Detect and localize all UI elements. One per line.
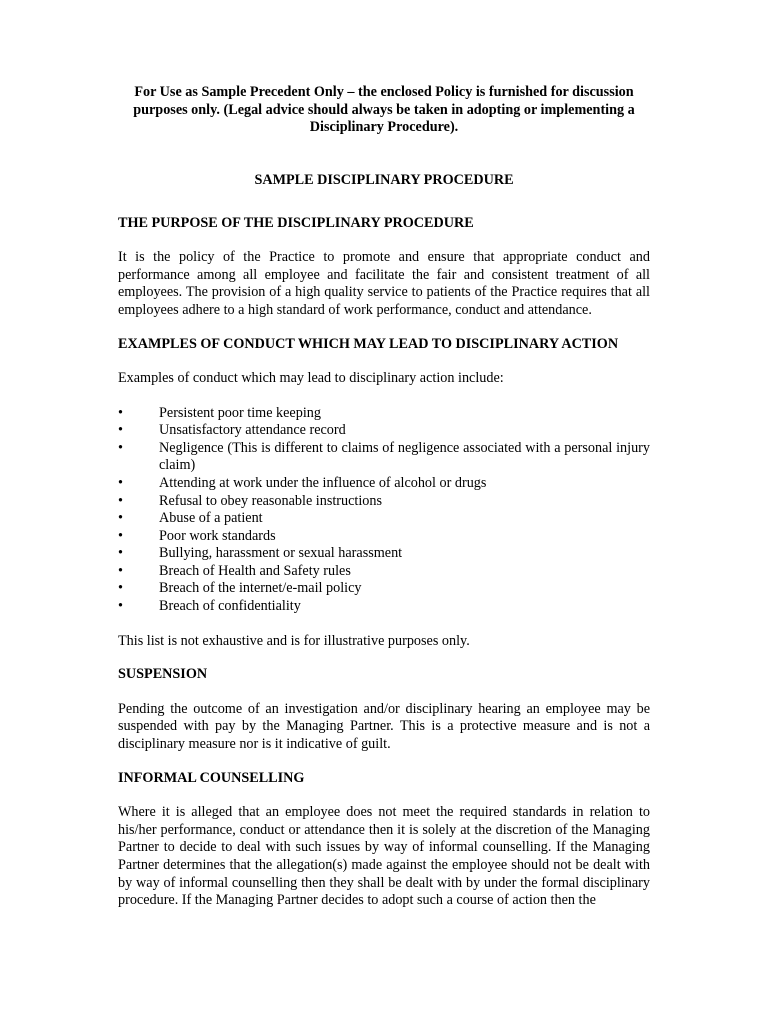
list-item-text: Persistent poor time keeping (159, 404, 321, 421)
bullet-icon: • (118, 580, 123, 597)
list-item-text: Abuse of a patient (159, 510, 263, 527)
list-item (118, 563, 650, 581)
bullet-icon: • (118, 510, 123, 527)
sample-precedent-notice: For Use as Sample Precedent Only – the enclosed Policy is furnished for discussion purposes only. (Legal advice should always be taken in adopting or implementing a Disciplinary Procedure). (133, 84, 635, 136)
list-item-text: Negligence (This is different to claims of negligence associated with a personal injury claim) (159, 439, 650, 474)
bullet-icon: • (118, 527, 123, 544)
list-item (118, 528, 650, 546)
list-item-text: Poor work standards (159, 527, 276, 544)
list-disclaimer-paragraph: This list is not exhaustive and is for illustrative purposes only. (118, 632, 470, 649)
list-item (118, 545, 650, 563)
list-item-text: Breach of Health and Safety rules (159, 562, 351, 579)
suspension-heading: SUSPENSION (118, 666, 208, 683)
bullet-icon: • (118, 404, 123, 421)
bullet-icon: • (118, 439, 123, 456)
list-item-text: Attending at work under the influence of alcohol or drugs (159, 474, 487, 491)
list-item (118, 475, 650, 493)
list-item (118, 422, 650, 440)
bullet-icon: • (118, 545, 123, 562)
examples-intro-paragraph: Examples of conduct which may lead to disciplinary action include: (118, 369, 504, 386)
list-item (118, 493, 650, 511)
list-item (118, 598, 650, 616)
bullet-icon: • (118, 562, 123, 579)
list-item (118, 405, 650, 423)
list-item-text: Refusal to obey reasonable instructions (159, 492, 383, 509)
suspension-paragraph: Pending the outcome of an investigation and/or disciplinary hearing an employee may be suspended with pay by the Managing Partner. This is a protective measure and is not a disciplinary measure nor is it indicative of guilt. (118, 700, 650, 753)
list-item-text: Breach of confidentiality (159, 598, 301, 615)
document-title: SAMPLE DISCIPLINARY PROCEDURE (254, 171, 514, 188)
list-item (118, 580, 650, 598)
bullet-icon: • (118, 474, 123, 491)
list-item (118, 440, 650, 475)
examples-heading: EXAMPLES OF CONDUCT WHICH MAY LEAD TO DISCIPLINARY ACTION (118, 336, 619, 353)
bullet-icon: • (118, 422, 123, 439)
purpose-heading: THE PURPOSE OF THE DISCIPLINARY PROCEDURE (118, 215, 474, 232)
conduct-examples-list (118, 405, 650, 616)
list-item (118, 510, 650, 528)
informal-counselling-paragraph: Where it is alleged that an employee does not meet the required standards in relation to his/her performance, conduct or attendance then it is solely at the discretion of the Managing Partner to decide to deal with such issues by way of informal counselling. If the Managing Partner determines that the allegation(s) made against the employee should not be dealt with by way of informal counselling then they shall be dealt with by under the formal disciplinary procedure. If the Managing Partner decides to adopt such a course of action then the (118, 804, 650, 909)
list-item-text: Unsatisfactory attendance record (159, 422, 346, 439)
informal-counselling-heading: INFORMAL COUNSELLING (118, 769, 305, 786)
list-item-text: Breach of the internet/e-mail policy (159, 580, 362, 597)
bullet-icon: • (118, 598, 123, 615)
purpose-paragraph: It is the policy of the Practice to promote and ensure that appropriate conduct and performance among all employee and facilitate the fair and consistent treatment of all employees. The provision of a high quality service to patients of the Practice requires that all employees adhere to a high standard of work performance, conduct and attendance. (118, 248, 650, 318)
list-item-text: Bullying, harassment or sexual harassment (159, 545, 403, 562)
bullet-icon: • (118, 492, 123, 509)
